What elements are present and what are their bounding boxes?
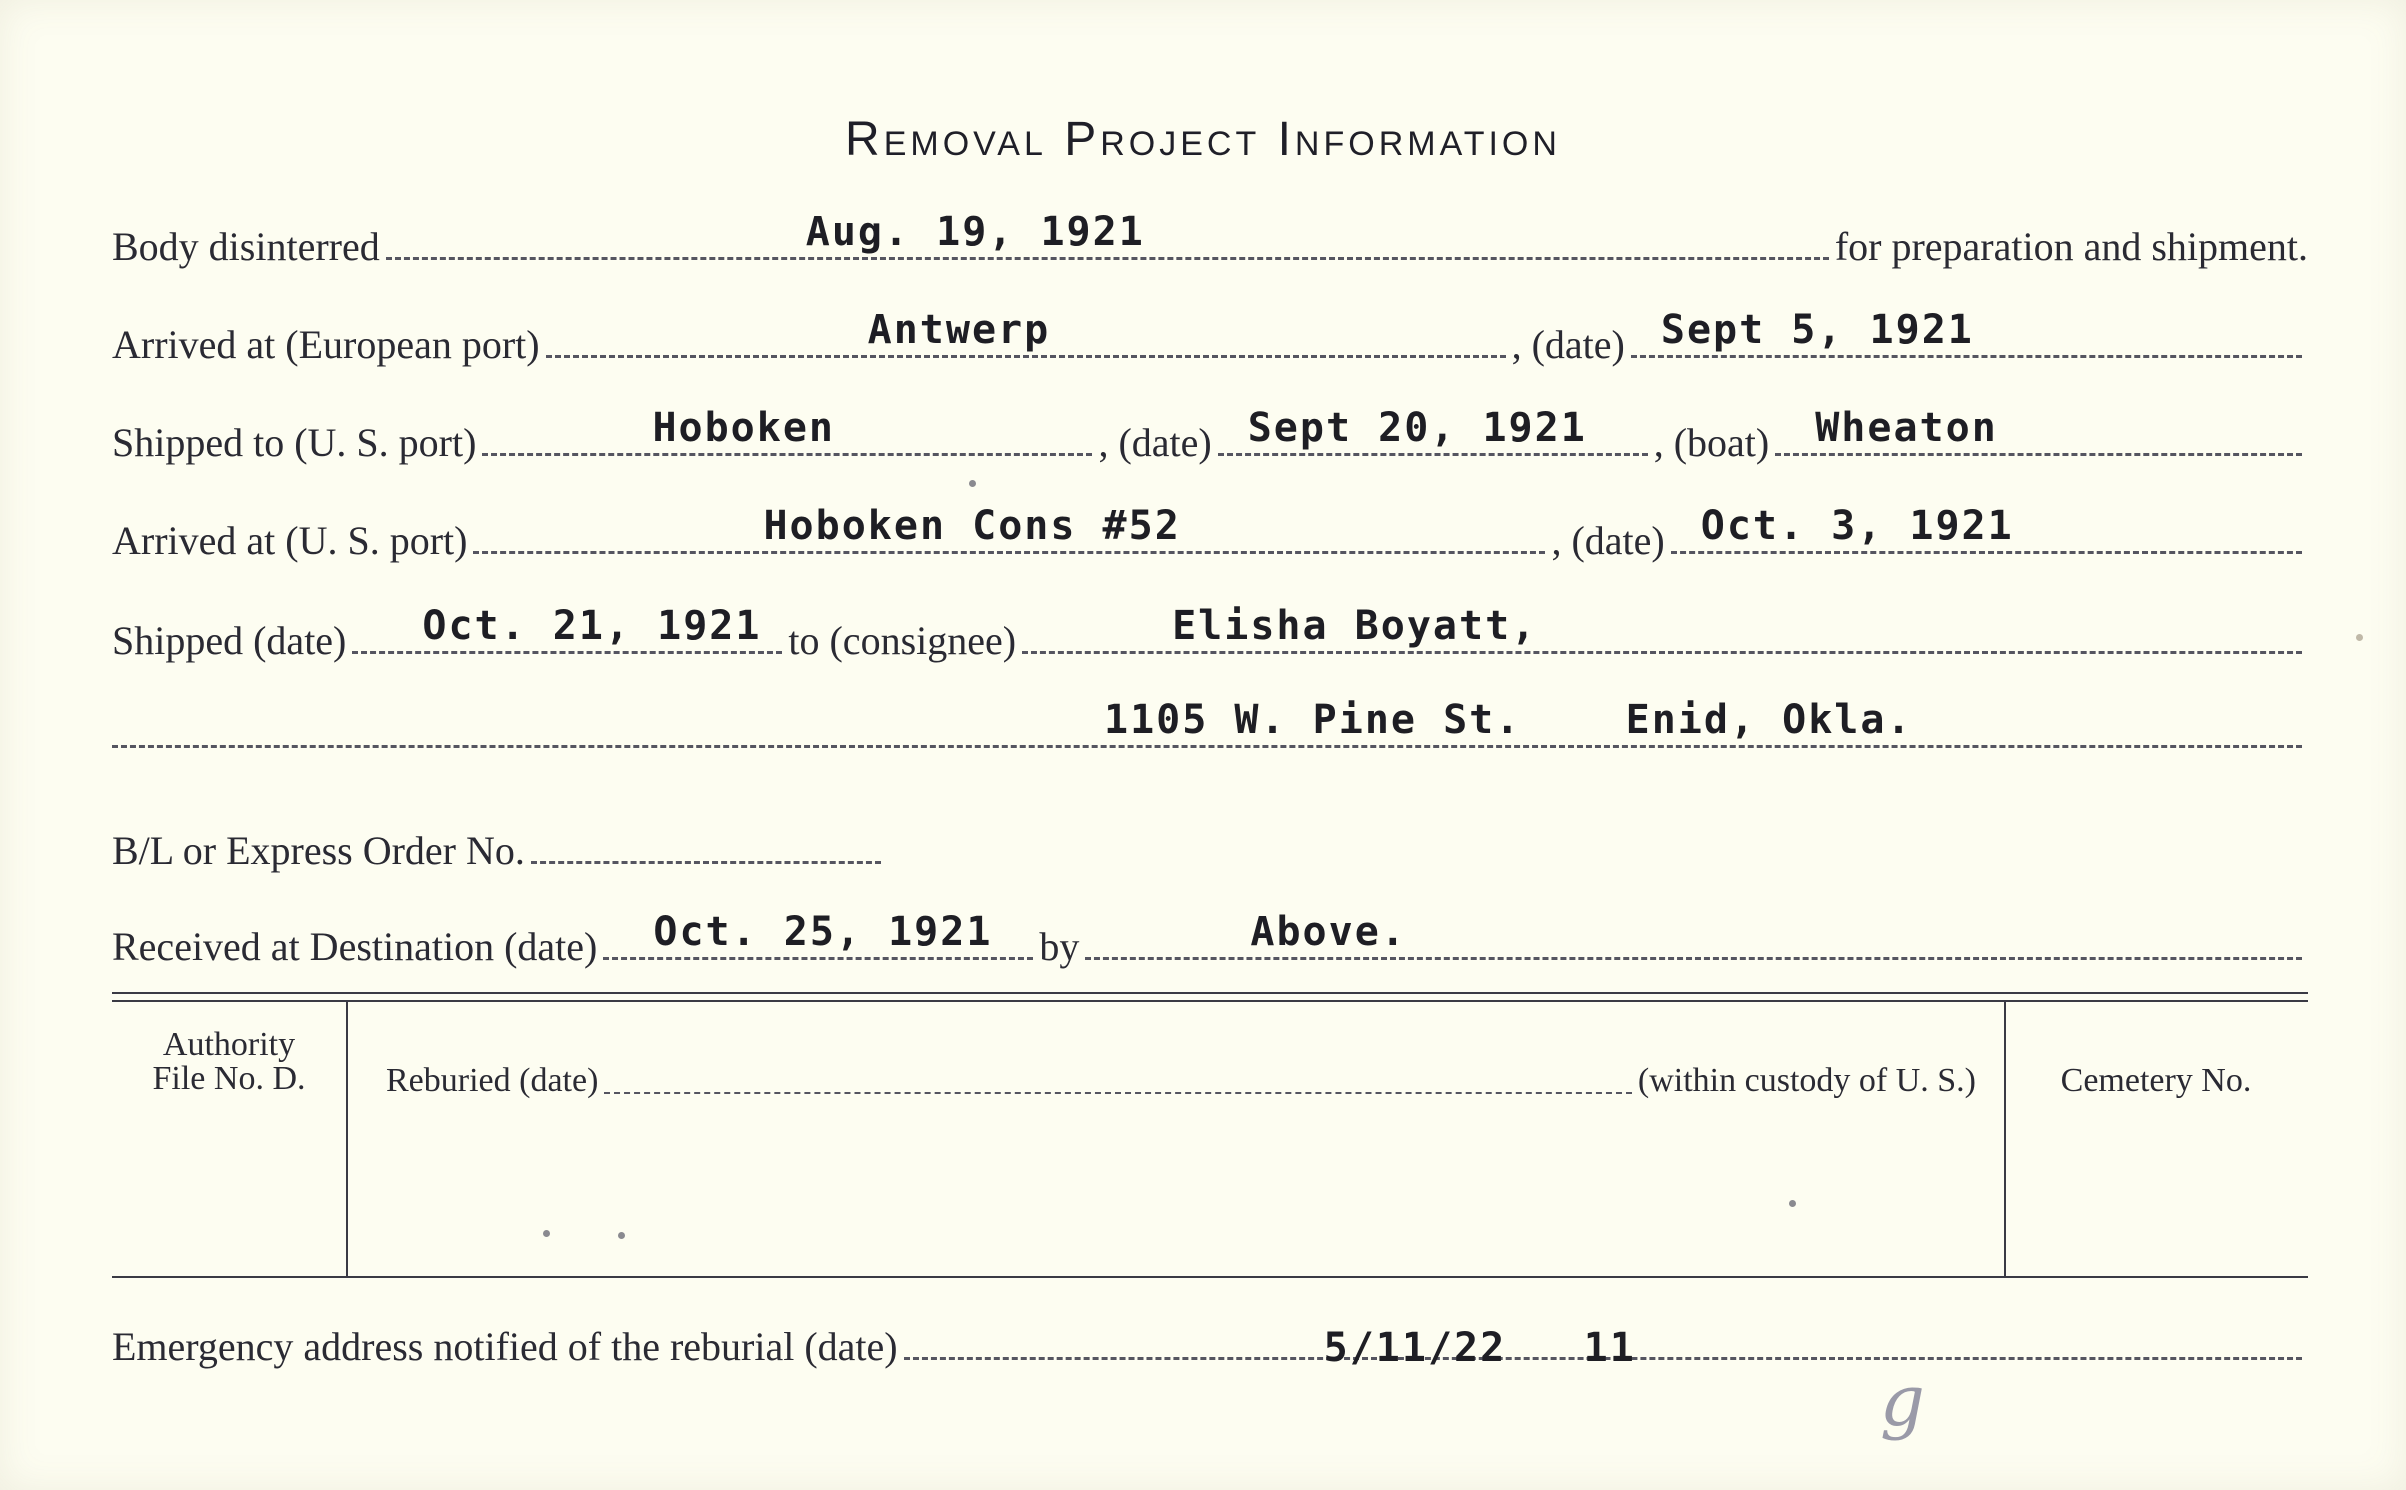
paper-speck xyxy=(969,480,976,487)
paper-speck xyxy=(543,1230,550,1237)
emergency-date-field[interactable] xyxy=(904,1299,2302,1371)
disinterred-field[interactable] xyxy=(386,199,1829,260)
consignee-label: to (consignee) xyxy=(788,618,1017,663)
received-by-value: Above. xyxy=(1250,909,1407,955)
emergency-extra-value: 11 xyxy=(1583,1325,1636,1371)
received-date-field[interactable] xyxy=(603,899,1033,960)
shipped-us-label: Shipped to (U. S. port) xyxy=(112,420,477,465)
arrived-us-label: Arrived at (U. S. port) xyxy=(112,518,468,563)
row-arrived-us xyxy=(112,503,2308,566)
section-divider-bottom xyxy=(112,1276,2308,1278)
arrived-europe-date-field[interactable] xyxy=(1631,297,2302,358)
paper-speck xyxy=(1789,1200,1796,1207)
bl-order-field[interactable] xyxy=(531,803,881,864)
row-address xyxy=(112,697,2308,760)
paper-speck xyxy=(618,1232,625,1239)
arrived-europe-date-value: Sept 5, 1921 xyxy=(1660,307,1974,353)
received-date-value: Oct. 25, 1921 xyxy=(653,909,993,955)
box-divider-left xyxy=(346,1000,348,1276)
reburied-date-field[interactable] xyxy=(604,1058,1632,1094)
disinterred-label: Body disinterred xyxy=(112,224,380,269)
row-bl-order xyxy=(112,816,2308,876)
row-emergency xyxy=(112,1312,2308,1372)
shipped-us-date-field[interactable] xyxy=(1218,395,1648,456)
card-title: Removal Project Information xyxy=(845,113,1561,166)
row-shipped-us xyxy=(112,405,2308,468)
consignee-value: Elisha Boyatt, xyxy=(1172,603,1538,649)
shipped-us-boat-label: , (boat) xyxy=(1653,420,1770,465)
emergency-date-value: 5/11/22 xyxy=(1323,1325,1507,1371)
row-arrived-europe xyxy=(112,307,2308,370)
section-divider-top-2 xyxy=(112,1000,2308,1002)
handwritten-mark: g xyxy=(1880,1360,1925,1442)
arrived-us-date-value: Oct. 3, 1921 xyxy=(1700,503,2014,549)
bl-order-label: B/L or Express Order No. xyxy=(112,828,525,873)
address-field[interactable] xyxy=(112,687,2302,748)
arrived-us-date-field[interactable] xyxy=(1671,493,2302,554)
arrived-us-port-value: Hoboken Cons #52 xyxy=(763,503,1181,549)
arrived-us-date-label: , (date) xyxy=(1551,518,1665,563)
section-divider-top-1 xyxy=(112,992,2308,994)
arrived-europe-label: Arrived at (European port) xyxy=(112,322,540,367)
reburied-row xyxy=(386,1058,1976,1100)
received-label: Received at Destination (date) xyxy=(112,924,598,969)
shipped-us-port-value: Hoboken xyxy=(652,405,836,451)
address-value: 1105 W. Pine St. Enid, Okla. xyxy=(1104,697,1913,743)
shipped-us-date-value: Sept 20, 1921 xyxy=(1247,405,1587,451)
arrived-europe-date-label: , (date) xyxy=(1511,322,1625,367)
emergency-label: Emergency address notified of the reburial (date) xyxy=(112,1324,898,1369)
row-received xyxy=(112,909,2308,972)
box-divider-right xyxy=(2004,1000,2006,1276)
received-by-field[interactable] xyxy=(1085,899,2302,960)
arrived-europe-port-value: Antwerp xyxy=(867,307,1051,353)
shipped-us-port-field[interactable] xyxy=(482,395,1092,456)
authority-file-label xyxy=(112,1028,346,1096)
shipped-date-field[interactable] xyxy=(352,593,782,654)
consignee-field[interactable] xyxy=(1022,593,2302,654)
disinterred-suffix: for preparation and shipment. xyxy=(1834,224,2308,269)
shipped-date-label: Shipped (date) xyxy=(112,618,347,663)
disinterred-value: Aug. 19, 1921 xyxy=(805,209,1145,255)
arrived-us-port-field[interactable] xyxy=(473,493,1545,554)
shipped-date-value: Oct. 21, 1921 xyxy=(422,603,762,649)
row-disinterred xyxy=(112,209,2308,272)
shipped-us-boat-field[interactable] xyxy=(1775,395,2302,456)
cemetery-label: Cemetery No. xyxy=(2060,1062,2252,1099)
received-by-label: by xyxy=(1039,924,1080,969)
custody-label: (within custody of U. S.) xyxy=(1637,1062,1976,1099)
arrived-europe-port-field[interactable] xyxy=(546,297,1506,358)
authority-label-line1: Authority xyxy=(162,1026,296,1063)
reburied-label: Reburied (date) xyxy=(386,1062,599,1099)
shipped-us-date-label: , (date) xyxy=(1098,420,1212,465)
paper-speck xyxy=(2356,634,2363,641)
authority-label-line2: File No. D. xyxy=(152,1060,306,1097)
shipped-us-boat-value: Wheaton xyxy=(1815,405,1998,451)
row-shipped-date xyxy=(112,603,2308,666)
